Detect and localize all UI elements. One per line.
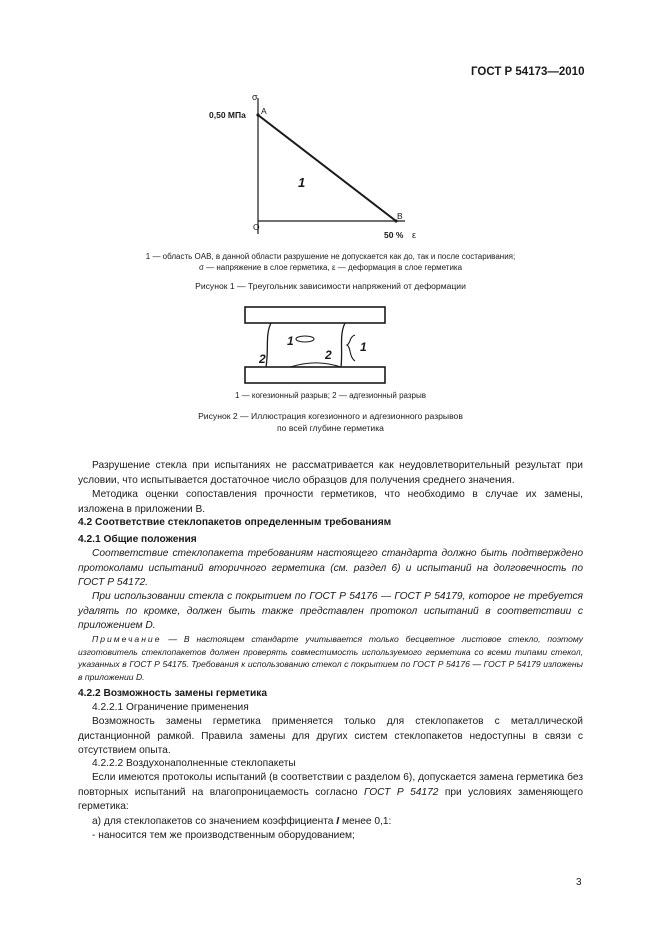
strain-value-label: 50 % (384, 230, 404, 240)
fig2-label-1-left: 1 (287, 334, 294, 348)
figure-1-title: Рисунок 1 — Треугольник зависимости напряжений от деформации (195, 281, 466, 291)
heading-4-2-2-2: 4.2.2.2 Воздухонаполненные стеклопакеты (92, 758, 296, 769)
value-label: 0,50 МПа (209, 110, 246, 120)
heading-4-2-1: 4.2.1 Общие положения (78, 534, 197, 545)
figure-1-caption-line2: σ — напряжение в слое герметика, ε — деформация в слое герметика (198, 263, 463, 272)
paragraph-method: Методика оценки сопоставления прочности герметиков, что необходимо в случае их замены, изложена в приложении В. (78, 489, 583, 515)
paragraph-coated-glass: При использовании стекла с покрытием по ГОСТ Р 54176 — ГОСТ Р 54179, которое не требуется удалять по кромке, должен быть также представлен протокол испытаний в соответствии с приложением D. (78, 591, 583, 631)
sigma-label: σ (252, 92, 258, 102)
paragraph-protocols (78, 771, 583, 815)
paragraph-glass-breakage: Разрушение стекла при испытаниях не рассматривается как неудовлетворительный результат при условии, что испытывается достаточное число образцов для получения среднего значения. (78, 460, 583, 486)
sealant-left-edge (266, 323, 271, 367)
page-number: 3 (576, 877, 582, 888)
point-b-label: B (397, 211, 403, 221)
protocols-text-b: при условиях заменяющего герметика: (78, 786, 583, 812)
fig2-label-2-left: 2 (259, 352, 266, 366)
figure-2-title-line2: по всей глубине герметика (277, 423, 384, 433)
point-a-marker (256, 113, 259, 116)
hypotenuse-ab (258, 115, 396, 221)
list-item-dash: - наносится тем же производственным оборудованием; (92, 830, 355, 841)
paragraph-compliance: Соответствие стеклопакета требованиям настоящего стандарта должно быть подтверждено протоколами испытаний вторичного герметика (см. раздел 6) и испытаний на долговечность по ГОСТ Р 54172. (78, 548, 583, 588)
figure-2-title-line1: Рисунок 2 — Иллюстрация когезионного и адгезионного разрывов (198, 411, 463, 421)
item-a-text: а) для стеклопакетов со значением коэффициента (92, 816, 337, 827)
point-o-label: O (253, 222, 260, 232)
point-a-label: A (261, 106, 267, 116)
protocols-ref: ГОСТ Р 54172 (364, 786, 439, 798)
protocols-text-a: Если имеются протоколы испытаний (в соответствии с разделом 6), допускается замена герметика без повторных испытаний на влагопроницаемость согласно (78, 772, 583, 798)
strain-label: ε (412, 230, 417, 240)
right-bracket (347, 335, 355, 361)
sealant-right-edge (341, 323, 345, 367)
paragraph-replacement: Возможность замены герметика применяется только для стеклопакетов с металлической дистанционной рамкой. Правила замены для других систем стеклопакетов недоступны в связи с отсутствием опыта. (78, 716, 583, 756)
heading-4-2-2: 4.2.2 Возможность замены герметика (78, 688, 268, 699)
heading-4-2: 4.2 Соответствие стеклопакетов определенным требованиям (78, 517, 392, 528)
top-glass-plate (245, 307, 385, 323)
fig2-label-2-mid: 2 (325, 348, 332, 362)
heading-4-2-2-1: 4.2.2.1 Ограничение применения (92, 702, 249, 713)
list-item-a (78, 815, 583, 830)
item-a-symbol: I (336, 816, 340, 827)
figure-1-diagram (200, 88, 430, 248)
figure-1-caption-line1: 1 — область OAB, в данной области разрушение не допускается как до, так и после состаривания; (145, 252, 516, 261)
note-label: Примечание (92, 634, 162, 644)
note-text: — В настоящем стандарте учитывается только бесцветное листовое стекло, поэтому изготовитель стеклопакетов должен проверять совместимость используемого герметика со всеми типами стекол, указанных в ГОСТ Р 54175. Требования к использованию стекол с покрытием по ГОСТ Р 54176 — ГОСТ Р 54179 изложены в приложении D. (78, 634, 583, 682)
document-header: ГОСТ Р 54173—2010 (471, 66, 585, 78)
fig2-label-1-right: 1 (360, 340, 367, 354)
figure-2-caption: 1 — когезионный разрыв; 2 — адгезионный разрыв (235, 391, 426, 400)
figure-2-diagram (235, 305, 395, 390)
item-a-post: менее 0,1: (339, 816, 392, 827)
bottom-glass-plate (245, 367, 385, 383)
region-label: 1 (298, 175, 306, 190)
cohesive-void (296, 336, 314, 342)
note-block (78, 633, 583, 683)
